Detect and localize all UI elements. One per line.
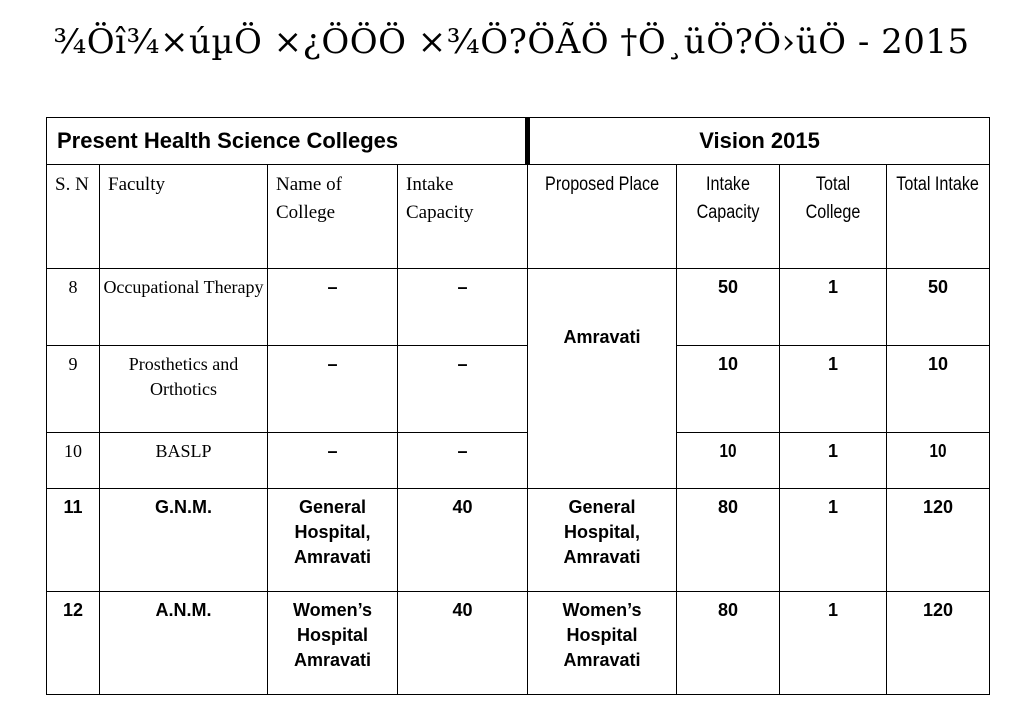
cell-vision-intake-value: 10 — [719, 441, 737, 461]
col-header-total-intake — [887, 165, 990, 269]
cell-intake: – — [398, 433, 528, 489]
table-row — [47, 433, 990, 489]
cell-total-intake: 120 — [887, 592, 990, 695]
cell-faculty: Occupational Therapy — [100, 269, 268, 346]
vision-header: Vision 2015 — [528, 118, 990, 165]
col-header-sn-label: S. N — [55, 174, 89, 195]
col-header-sn — [47, 165, 100, 269]
col-header-vision-intake-label: Intake Capacity — [696, 174, 760, 223]
cell-proposed-place: Women’s Hospital Amravati — [528, 592, 677, 695]
cell-sn: 10 — [47, 433, 100, 489]
page-title: ¾Öî¾×úµÖ ×¿ÖÖÖ ×¾Ö?ÖÃÖ †Ö¸üÖ?Ö›üÖ - 2015 — [53, 22, 970, 62]
table-row — [47, 346, 990, 433]
colleges-table — [46, 117, 990, 695]
cell-intake: 40 — [398, 592, 528, 695]
cell-faculty: BASLP — [100, 433, 268, 489]
present-colleges-header: Present Health Science Colleges — [47, 118, 528, 165]
col-header-intake-capacity: Intake Capacity — [398, 165, 528, 269]
cell-total-intake: 120 — [887, 489, 990, 592]
cell-college: – — [268, 346, 398, 433]
table-row — [47, 592, 990, 695]
col-header-total-intake-label: Total Intake — [896, 174, 980, 195]
cell-faculty: Prosthetics and Orthotics — [100, 346, 268, 433]
cell-total-college: 1 — [780, 489, 887, 592]
cell-vision-intake — [677, 433, 780, 489]
column-header-row — [47, 165, 990, 269]
cell-vision-intake: 10 — [677, 346, 780, 433]
cell-total-college: 1 — [780, 346, 887, 433]
col-header-proposed-place-label: Proposed Place — [544, 174, 660, 195]
col-header-faculty: Faculty — [100, 165, 268, 269]
cell-sn: 12 — [47, 592, 100, 695]
cell-total-college: 1 — [780, 433, 887, 489]
col-header-total-college — [780, 165, 887, 269]
cell-intake: – — [398, 346, 528, 433]
cell-total-intake: 10 — [887, 346, 990, 433]
cell-sn: 11 — [47, 489, 100, 592]
cell-total-intake — [887, 433, 990, 489]
col-header-total-college-label: Total College — [805, 174, 861, 223]
col-header-vision-intake — [677, 165, 780, 269]
cell-proposed-place-merged: Amravati — [528, 269, 677, 489]
cell-college: Women’s Hospital Amravati — [268, 592, 398, 695]
cell-vision-intake: 50 — [677, 269, 780, 346]
cell-college: – — [268, 433, 398, 489]
col-header-proposed-place — [528, 165, 677, 269]
cell-proposed-place: General Hospital, Amravati — [528, 489, 677, 592]
cell-total-intake: 50 — [887, 269, 990, 346]
table-row — [47, 489, 990, 592]
cell-total-college: 1 — [780, 592, 887, 695]
cell-faculty: A.N.M. — [100, 592, 268, 695]
cell-vision-intake: 80 — [677, 592, 780, 695]
cell-sn: 9 — [47, 346, 100, 433]
cell-total-college: 1 — [780, 269, 887, 346]
cell-vision-intake: 80 — [677, 489, 780, 592]
cell-intake: 40 — [398, 489, 528, 592]
cell-college: General Hospital, Amravati — [268, 489, 398, 592]
table-header-row — [47, 118, 990, 165]
cell-sn: 8 — [47, 269, 100, 346]
col-header-college-name: Name of College — [268, 165, 398, 269]
cell-intake: – — [398, 269, 528, 346]
table-row — [47, 269, 990, 346]
cell-faculty: G.N.M. — [100, 489, 268, 592]
cell-college: – — [268, 269, 398, 346]
cell-total-intake-value: 10 — [929, 441, 947, 461]
